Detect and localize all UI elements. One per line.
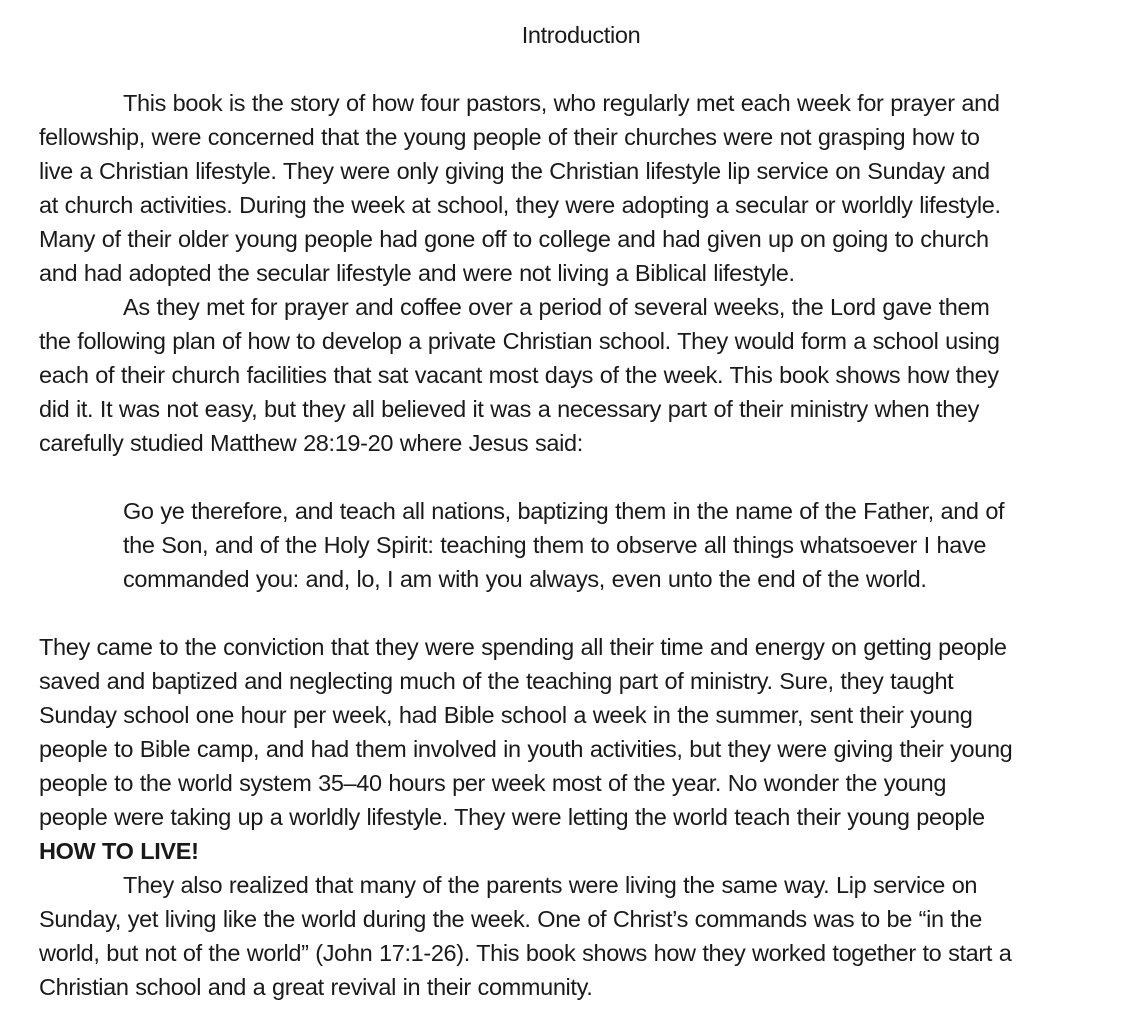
quote-line: commanded you: and, lo, I am with you always, even unto the end of the world. (123, 566, 927, 592)
quote-line: Go ye therefore, and teach all nations, baptizing them in the name of the Father, and of (123, 498, 1005, 524)
document-body (39, 86, 1129, 1004)
block-quote (39, 494, 1129, 596)
text-line: They also realized that many of the parents were living the same way. Lip service on (123, 872, 978, 898)
paragraph-3 (39, 630, 1129, 868)
text-line: each of their church facilities that sat vacant most days of the week. This book shows how they (39, 362, 999, 388)
bold-emphasis: HOW TO LIVE! (39, 838, 199, 864)
text-line: carefully studied Matthew 28:19-20 where Jesus said: (39, 430, 583, 456)
emphasis-line (39, 834, 1129, 868)
text-line: people were taking up a worldly lifestyle. They were letting the world teach their young people (39, 804, 985, 830)
text-line: Sunday, yet living like the world during the week. One of Christ’s commands was to be “in the (39, 906, 982, 932)
text-line: Christian school and a great revival in their community. (39, 974, 593, 1000)
text-line: at church activities. During the week at school, they were adopting a secular or worldly lifestyle. (39, 192, 1001, 218)
paragraph-2 (39, 290, 1129, 460)
paragraph-1 (39, 86, 1129, 290)
page-title: Introduction (521, 22, 641, 48)
text-line: As they met for prayer and coffee over a period of several weeks, the Lord gave them (123, 294, 990, 320)
text-line: live a Christian lifestyle. They were only giving the Christian lifestyle lip service on Sunday and (39, 158, 990, 184)
text-line: world, but not of the world” (John 17:1-26). This book shows how they worked together to start a (39, 940, 1012, 966)
spacer (39, 460, 1129, 494)
text-line: Many of their older young people had gone off to college and had given up on going to church (39, 226, 989, 252)
text-line: and had adopted the secular lifestyle and were not living a Biblical lifestyle. (39, 260, 795, 286)
text-line: This book is the story of how four pastors, who regularly met each week for prayer and (123, 90, 1000, 116)
text-line: Sunday school one hour per week, had Bible school a week in the summer, sent their young (39, 702, 973, 728)
text-line: They came to the conviction that they were spending all their time and energy on getting people (39, 634, 1007, 660)
quote-line: the Son, and of the Holy Spirit: teaching them to observe all things whatsoever I have (123, 532, 987, 558)
text-line: people to the world system 35–40 hours per week most of the year. No wonder the young (39, 770, 947, 796)
spacer (39, 596, 1129, 630)
text-line: did it. It was not easy, but they all believed it was a necessary part of their ministry when they (39, 396, 980, 422)
text-line: people to Bible camp, and had them involved in youth activities, but they were giving their young (39, 736, 1013, 762)
paragraph-4 (39, 868, 1129, 1004)
text-line: saved and baptized and neglecting much of the teaching part of ministry. Sure, they taught (39, 668, 954, 694)
text-line: the following plan of how to develop a private Christian school. They would form a school using (39, 328, 1000, 354)
text-line: fellowship, were concerned that the young people of their churches were not grasping how to (39, 124, 980, 150)
